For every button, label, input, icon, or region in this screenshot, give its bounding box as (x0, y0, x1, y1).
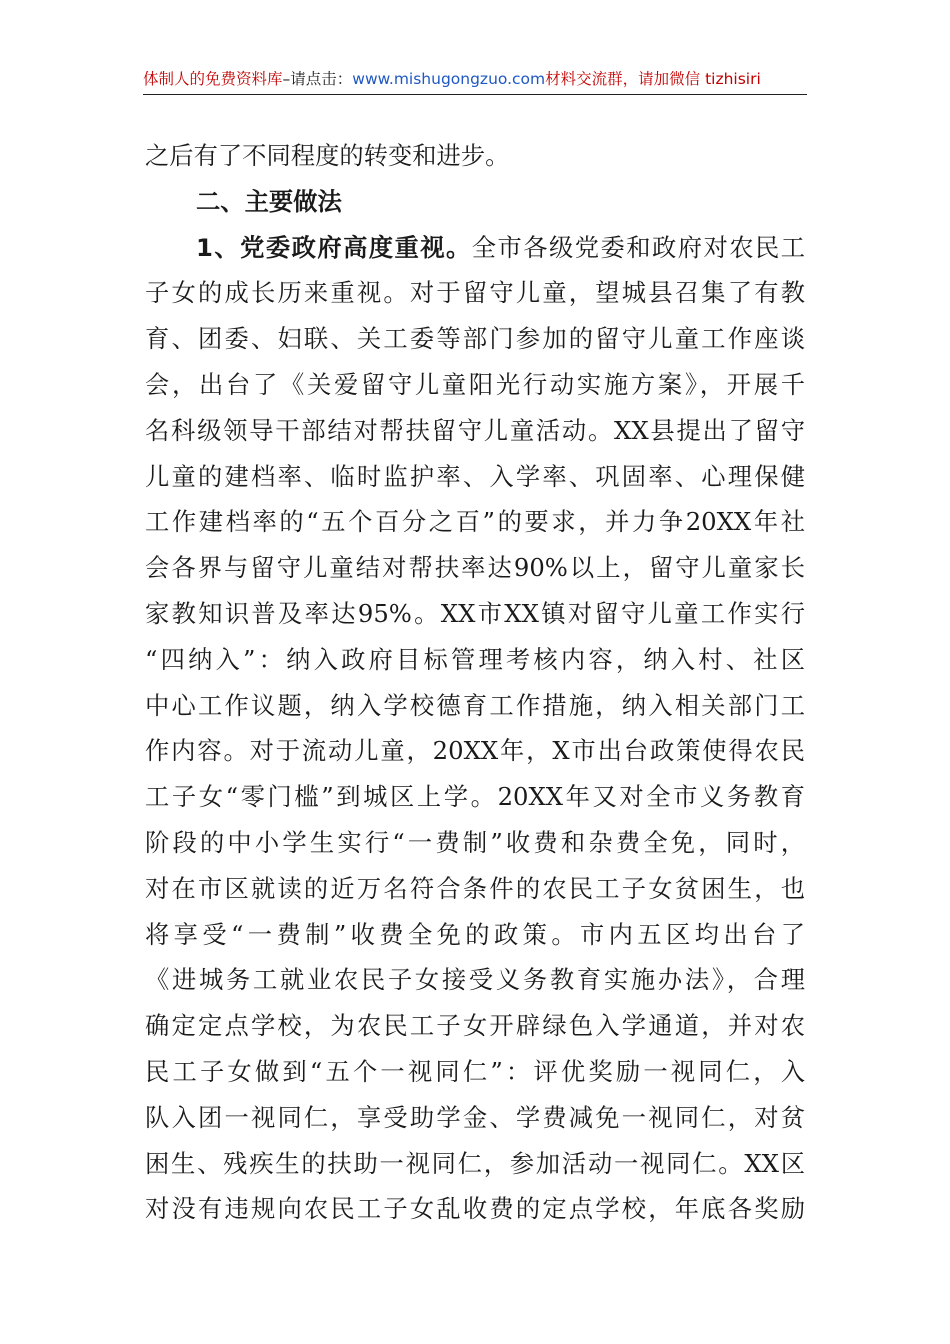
paragraph-line: 子女的成长历来重视。对于留守儿童，望城县召集了有教 (145, 278, 805, 308)
paragraph-line: 困生、残疾生的扶助一视同仁，参加活动一视同仁。XX区 (145, 1148, 805, 1178)
paragraph-line: 会，出台了《关爱留守儿童阳光行动实施方案》，开展千 (145, 369, 805, 399)
paragraph-line: 工子女“零门槛”到城区上学。20XX年又对全市义务教育 (145, 782, 805, 812)
item-title: 1、党委政府高度重视。 (196, 232, 472, 262)
header-brand: 体制人的免费资料库 (143, 70, 283, 88)
paragraph-line: 对没有违规向农民工子女乱收费的定点学校，年底各奖励 (145, 1194, 805, 1224)
paragraph-line: 工作建档率的“五个百分之百”的要求，并力争20XX年社 (145, 507, 805, 537)
section-heading: 二、主要做法 (196, 186, 342, 216)
header-url-link[interactable]: www.mishugongzuo.com (352, 70, 546, 88)
paragraph-line: “四纳入”：纳入政府目标管理考核内容，纳入村、社区 (145, 644, 805, 674)
paragraph-line (145, 225, 805, 271)
paragraph-line: 确定定点学校，为农民工子女开辟绿色入学通道，并对农 (145, 1011, 805, 1041)
document-body (145, 133, 805, 1232)
paragraph-line: 阶段的中小学生实行“一费制”收费和杂费全免，同时， (145, 827, 805, 857)
paragraph-line: 民工子女做到“五个一视同仁”：评优奖励一视同仁，入 (145, 1056, 805, 1086)
paragraph-line: 将享受“一费制”收费全免的政策。市内五区均出台了 (145, 919, 805, 949)
header-note: 材料交流群，请加微信 tizhisiri (545, 70, 761, 88)
paragraph-line: 队入团一视同仁，享受助学金、学费减免一视同仁，对贫 (145, 1102, 805, 1132)
paragraph-line: 对在市区就读的近万名符合条件的农民工子女贫困生，也 (145, 873, 805, 903)
page-header (143, 66, 807, 95)
paragraph-line: 名科级领导干部结对帮扶留守儿童活动。XX县提出了留守 (145, 415, 805, 445)
paragraph-line: 儿童的建档率、临时监护率、入学率、巩固率、心理保健 (145, 461, 805, 491)
paragraph-line: 会各界与留守儿童结对帮扶率达90%以上，留守儿童家长 (145, 553, 805, 583)
paragraph-line: 中心工作议题，纳入学校德育工作措施，纳入相关部门工 (145, 690, 805, 720)
paragraph-line: 作内容。对于流动儿童，20XX年，X市出台政策使得农民 (145, 736, 805, 766)
paragraph-text: 全市各级党委和政府对农民工 (471, 232, 805, 262)
header-prompt: –请点击： (282, 70, 353, 88)
paragraph-line: 家教知识普及率达95%。XX市XX镇对留守儿童工作实行 (145, 598, 805, 628)
continuation-line: 之后有了不同程度的转变和进步。 (145, 141, 510, 170)
paragraph-line: 育、团委、妇联、关工委等部门参加的留守儿童工作座谈 (145, 324, 805, 354)
paragraph-line: 《进城务工就业农民子女接受义务教育实施办法》，合理 (145, 965, 805, 995)
